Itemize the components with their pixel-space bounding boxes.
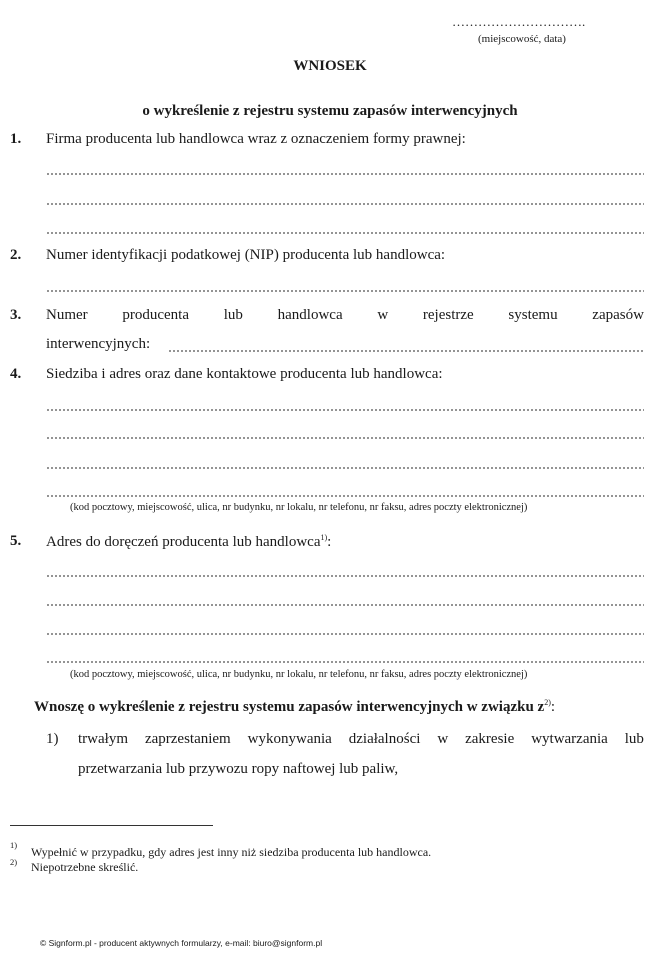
section-3-word: handlowca (277, 307, 343, 323)
section-5-line-1[interactable] (46, 575, 644, 577)
section-5-label (46, 533, 331, 551)
request-item-1-word: zakresie (465, 731, 515, 747)
section-1-number: 1. (10, 131, 22, 147)
place-date-label: (miejscowość, data) (478, 33, 566, 45)
request-heading (34, 698, 555, 716)
document-title: WNIOSEK (293, 58, 367, 74)
section-3-word: producenta (122, 307, 190, 323)
section-5-line-2[interactable] (46, 604, 644, 606)
section-2-line-1[interactable] (46, 290, 644, 292)
section-5-line-3[interactable] (46, 633, 644, 635)
document-subtitle: o wykreślenie z rejestru systemu zapasów interwencyjnych (142, 103, 518, 119)
section-4-line-4[interactable] (46, 495, 644, 497)
section-3-word: zapasów (592, 307, 644, 323)
request-item-1-line2: przetwarzania lub przywozu ropy naftowej lub paliw, (78, 761, 399, 777)
section-5-number: 5. (10, 533, 22, 549)
section-1-line-2[interactable] (46, 203, 644, 205)
footnote-1-ref: 1) (10, 840, 18, 850)
request-item-1-word: wytwarzania (531, 731, 608, 747)
section-5-hint: (kod pocztowy, miejscowość, ulica, nr budynku, nr lokalu, nr telefonu, nr faksu, adres poczty elektronicznej) (70, 669, 528, 680)
request-item-1-number: 1) (46, 731, 59, 747)
section-4-line-1[interactable] (46, 409, 644, 411)
footnote-ref-1: 1) (320, 533, 328, 542)
section-1-label: Firma producenta lub handlowca wraz z oznaczeniem formy prawnej: (46, 131, 466, 147)
request-item-1-word: wykonywania (247, 731, 332, 747)
request-item-1-word: zaprzestaniem (144, 731, 231, 747)
request-item-1-line1 (78, 731, 644, 748)
section-3-word: systemu (508, 307, 558, 323)
section-2-number: 2. (10, 247, 22, 263)
footnote-2-ref: 2) (10, 857, 18, 867)
section-4-label: Siedziba i adres oraz dane kontaktowe producenta lub handlowca: (46, 366, 443, 382)
section-3-line-1[interactable] (168, 350, 644, 352)
section-4-line-3[interactable] (46, 467, 644, 469)
section-3-label-line1 (46, 307, 644, 324)
place-date-dots[interactable]: …………………………. (452, 14, 586, 29)
footer-signform: © Signform.pl - producent aktywnych formularzy, e-mail: biuro@signform.pl (40, 938, 323, 948)
section-1-line-1[interactable] (46, 173, 644, 175)
section-3-word: Numer (46, 307, 88, 323)
request-item-1-word: w (437, 731, 449, 747)
section-3-word: w (377, 307, 389, 323)
section-3-word: rejestrze (422, 307, 474, 323)
request-item-1-word: działalności (348, 731, 421, 747)
request-item-1-word: trwałym (78, 731, 128, 747)
section-1-line-3[interactable] (46, 232, 644, 234)
section-5-line-4[interactable] (46, 661, 644, 663)
request-heading-colon: : (550, 699, 556, 715)
footnote-1-text: Wypełnić w przypadku, gdy adres jest inny niż siedziba producenta lub handlowca. (31, 845, 432, 859)
footnote-separator (10, 825, 213, 826)
section-4-number: 4. (10, 366, 22, 382)
section-5-label-text: Adres do doręczeń producenta lub handlowca (46, 534, 321, 550)
footnote-2-text: Niepotrzebne skreślić. (31, 860, 139, 874)
request-heading-text: Wnoszę o wykreślenie z rejestru systemu zapasów interwencyjnych w związku z (34, 699, 545, 715)
footnote-ref-2: 2) (544, 698, 551, 707)
section-3-number: 3. (10, 307, 22, 323)
section-3-word: lub (223, 307, 243, 323)
section-4-hint: (kod pocztowy, miejscowość, ulica, nr budynku, nr lokalu, nr telefonu, nr faksu, adres poczty elektronicznej) (70, 502, 528, 513)
section-3-label-line2: interwencyjnych: (46, 336, 151, 352)
request-item-1-word: lub (624, 731, 644, 747)
section-5-colon: : (327, 534, 332, 550)
section-2-label: Numer identyfikacji podatkowej (NIP) producenta lub handlowca: (46, 247, 446, 263)
section-4-line-2[interactable] (46, 437, 644, 439)
